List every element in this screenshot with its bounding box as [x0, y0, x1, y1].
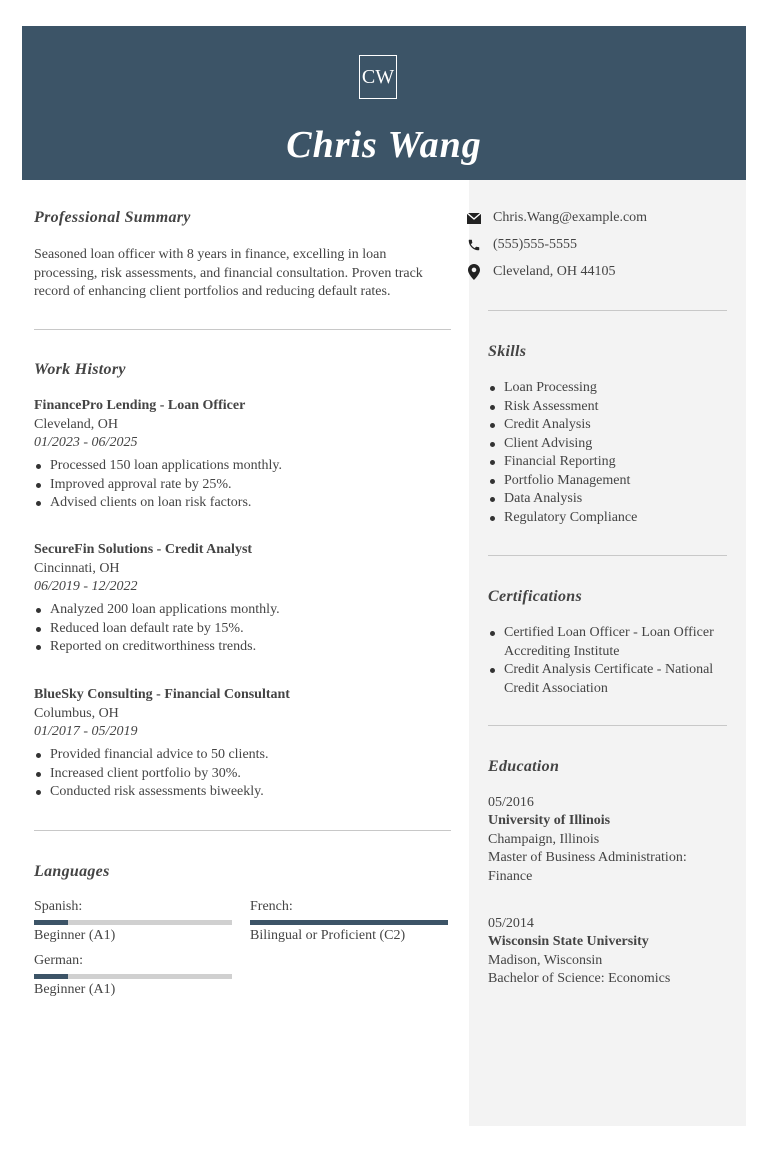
job-heading: BlueSky Consulting - Financial Consultant — [34, 687, 290, 702]
skill-item: Portfolio Management — [488, 472, 637, 491]
phone-icon — [466, 237, 482, 253]
divider — [488, 310, 727, 311]
language-bar-fill — [250, 920, 448, 925]
phone-text: (555)555-5555 — [493, 237, 577, 252]
skill-item: Data Analysis — [488, 490, 637, 509]
skill-item: Credit Analysis — [488, 416, 637, 435]
education-title: Education — [488, 758, 560, 775]
job-dates: 06/2019 - 12/2022 — [34, 579, 138, 594]
language-name: Spanish: — [34, 899, 83, 914]
job-bullets — [34, 601, 280, 657]
certification-item: Certified Loan Officer - Loan Officer Accrediting Institute — [488, 624, 724, 661]
skills-title: Skills — [488, 343, 527, 360]
skill-item: Financial Reporting — [488, 453, 637, 472]
certification-item: Credit Analysis Certificate - National Credit Association — [488, 661, 724, 698]
divider — [34, 329, 451, 330]
language-name: German: — [34, 953, 83, 968]
language-name: French: — [250, 899, 293, 914]
language-level: Bilingual or Proficient (C2) — [250, 928, 406, 943]
list-item: Analyzed 200 loan applications monthly. — [34, 601, 280, 620]
job-location: Cincinnati, OH — [34, 561, 120, 576]
map-pin-icon — [466, 264, 482, 280]
job-location: Columbus, OH — [34, 706, 119, 721]
list-item: Provided financial advice to 50 clients. — [34, 746, 269, 765]
job-dates: 01/2017 - 05/2019 — [34, 724, 138, 739]
divider — [34, 830, 451, 831]
envelope-icon — [466, 210, 482, 226]
language-bar — [34, 974, 232, 979]
email-text: Chris.Wang@example.com — [493, 210, 648, 225]
list-item: Reduced loan default rate by 15%. — [34, 620, 280, 639]
skill-item: Client Advising — [488, 435, 637, 454]
contact-location — [466, 264, 615, 280]
list-item: Processed 150 loan applications monthly. — [34, 457, 282, 476]
divider — [488, 725, 727, 726]
education-date: 05/2016 — [488, 795, 534, 810]
divider — [488, 555, 727, 556]
list-item: Increased client portfolio by 30%. — [34, 765, 269, 784]
contact-email — [466, 210, 647, 226]
job-bullets — [34, 746, 269, 802]
education-location: Madison, Wisconsin — [488, 953, 603, 968]
education-degree: Bachelor of Science: Economics — [488, 971, 671, 986]
job-dates: 01/2023 - 06/2025 — [34, 435, 138, 450]
skills-list — [488, 379, 637, 527]
job-heading: SecureFin Solutions - Credit Analyst — [34, 542, 253, 557]
resume-header — [22, 26, 746, 180]
education-school: Wisconsin State University — [488, 934, 649, 949]
list-item: Reported on creditworthiness trends. — [34, 638, 280, 657]
skill-item: Risk Assessment — [488, 398, 637, 417]
language-level: Beginner (A1) — [34, 928, 116, 943]
language-level: Beginner (A1) — [34, 982, 116, 997]
job-location: Cleveland, OH — [34, 417, 118, 432]
education-location: Champaign, Illinois — [488, 832, 600, 847]
summary-text: Seasoned loan officer with 8 years in finance, excelling in loan processing, risk assessments, and financial consultation. Proven track record of enhancing client portfolios and reducing default rates. — [34, 247, 423, 299]
education-degree: Master of Business Administration: Finance — [488, 850, 687, 884]
language-bar-fill — [34, 920, 68, 925]
education-school: University of Illinois — [488, 813, 611, 828]
languages-title: Languages — [34, 863, 110, 880]
certifications-list — [488, 624, 724, 698]
list-item: Conducted risk assessments biweekly. — [34, 783, 269, 802]
skill-item: Regulatory Compliance — [488, 509, 637, 528]
language-bar — [250, 920, 448, 925]
education-date: 05/2014 — [488, 916, 534, 931]
skill-item: Loan Processing — [488, 379, 637, 398]
resume-page — [22, 26, 746, 1126]
contact-phone — [466, 237, 577, 253]
job-bullets — [34, 457, 282, 513]
monogram: CW — [359, 55, 397, 99]
location-text: Cleveland, OH 44105 — [493, 264, 616, 279]
candidate-name: Chris Wang — [286, 124, 482, 166]
job-heading: FinancePro Lending - Loan Officer — [34, 398, 246, 413]
summary-title: Professional Summary — [34, 209, 191, 226]
work-history-title: Work History — [34, 361, 126, 378]
language-bar — [34, 920, 232, 925]
certifications-title: Certifications — [488, 588, 582, 605]
list-item: Improved approval rate by 25%. — [34, 476, 282, 495]
language-bar-fill — [34, 974, 68, 979]
list-item: Advised clients on loan risk factors. — [34, 494, 282, 513]
